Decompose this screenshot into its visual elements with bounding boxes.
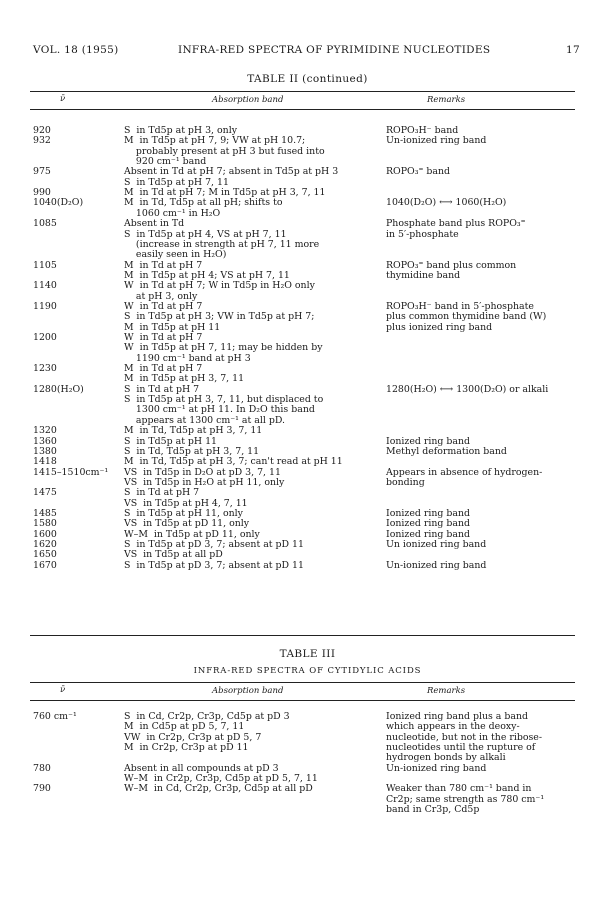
table2-cell-band: M in Td at pH 7; M in Td5p at pH 3, 7, 11 [124, 187, 326, 199]
table3-cell-remarks: Un-ionized ring band [386, 762, 487, 774]
table2-cell-band: W in Td at pH 7 [124, 332, 203, 343]
table2-cell-band: W in Td5p at pH 7, 11; may be hidden by [124, 342, 323, 354]
table3-cell-remarks: Weaker than 780 cm⁻¹ band in [386, 783, 532, 795]
table2-cell-remarks: Appears in absence of hydrogen- [386, 466, 543, 478]
table2-cell-remarks: plus ionized ring band [386, 321, 493, 333]
table2-cell-band: M in Td5p at pH 11 [124, 321, 221, 333]
table2-cell-band: S in Td5p at pH 4, VS at pH 7, 11 [124, 228, 287, 240]
table3-cell-remarks: Cr2p; same strength as 780 cm⁻¹ [386, 793, 545, 805]
table2-cell-band: M in Td5p at pH 7, 9; VW at pH 10.7; [124, 135, 306, 147]
table2-cell-band: VS in Td5p at all pD [124, 549, 223, 561]
table2-cell-remarks: Ionized ring band [386, 435, 470, 447]
table3-cell-band: S in Cd, Cr2p, Cr3p, Cd5p at pD 3 [124, 711, 290, 722]
table2-cell-remarks: Ionized ring band [386, 507, 470, 519]
table3-cell-nu: 780 [33, 762, 51, 774]
table2-cell-band: M in Td5p at pH 3, 7, 11 [124, 373, 245, 385]
table2-cell-band: easily seen in H₂O) [124, 249, 227, 261]
table2-cell-band: (increase in strength at pH 7, 11 more [124, 238, 320, 250]
table2-cell-nu: 1600 [33, 528, 57, 540]
table3-cell-remarks: Ionized ring band plus a band [386, 711, 528, 722]
table3-top-rule [30, 682, 575, 683]
table2-cell-remarks: ROPO₃H⁻ band in 5′-phosphate [386, 300, 534, 312]
table2-cell-band: VS in Td5p at pD 11, only [124, 518, 250, 530]
table2-cell-band: M in Td at pH 7 [124, 363, 203, 375]
table2-cell-band: S in Td5p at pH 3; VW in Td5p at pH 7; [124, 311, 315, 323]
table2-cell-remarks: Phosphate band plus ROPO₃⁼ [386, 218, 526, 230]
table2-cell-remarks: Un ionized ring band [386, 539, 487, 550]
table2-cell-nu: 1360 [33, 435, 57, 447]
table2-header-nu: ν̄ [60, 94, 66, 104]
table2-cell-nu: 1140 [33, 280, 57, 292]
table2-cell-band: W–M in Td5p at pD 11, only [124, 528, 260, 540]
table2-cell-band: 1190 cm⁻¹ band at pH 3 [124, 352, 251, 364]
table2-cell-nu: 1485 [33, 507, 57, 519]
table2-cell-band: S in Td5p at pH 3, 7, 11, but displaced to [124, 394, 324, 406]
table2-cell-remarks: Un-ionized ring band [386, 135, 487, 147]
table3-subtitle: INFRA-RED SPECTRA OF CYTIDYLIC ACIDS [193, 666, 422, 676]
table2-title: TABLE II (continued) [247, 73, 368, 85]
table2-header-remarks: Remarks [427, 95, 466, 105]
table2-cell-band: 920 cm⁻¹ band [124, 156, 207, 168]
table3-cell-band: M in Cd5p at pD 5, 7, 11 [124, 721, 245, 733]
table3-cell-nu: 790 [33, 783, 51, 795]
table2-cell-nu: 1105 [33, 259, 57, 271]
table2-cell-band: S in Td at pH 7 [124, 383, 200, 395]
table3-title: TABLE III [279, 648, 336, 660]
table3-cell-band: Absent in all compounds at pD 3 [124, 762, 279, 774]
table2-cell-nu: 1620 [33, 539, 57, 550]
table3-header-remarks: Remarks [427, 686, 466, 696]
table2-cell-band: Absent in Td [124, 218, 185, 230]
table2-cell-nu: 1650 [33, 549, 57, 561]
table2-cell-nu: 990 [33, 187, 51, 199]
table2-cell-band: W in Td at pH 7 [124, 300, 203, 312]
table2-cell-nu: 1190 [33, 300, 57, 312]
table2-cell-band: M in Td at pH 7 [124, 259, 203, 271]
table2-cell-remarks: thymidine band [386, 269, 461, 281]
table2-cell-remarks: Ionized ring band [386, 518, 470, 530]
table2-cell-band: S in Td5p at pD 3, 7; absent at pD 11 [124, 559, 304, 571]
table2-top-rule [30, 91, 575, 92]
table2-cell-band: S in Td at pH 7 [124, 487, 200, 499]
table2-cell-band: M in Td5p at pH 4; VS at pH 7, 11 [124, 269, 290, 281]
table2-cell-nu: 1580 [33, 518, 57, 530]
table2-cell-band: S in Td, Td5p at pH 3, 7, 11 [124, 445, 260, 457]
table2-bottom-rule [30, 635, 575, 636]
table2-cell-remarks: 1040(D₂O) ⟷ 1060(H₂O) [386, 197, 507, 209]
table2-cell-remarks: 1280(H₂O) ⟷ 1300(D₂O) or alkali [386, 383, 549, 395]
table2-cell-nu: 920 [33, 125, 51, 136]
table2-cell-nu: 1475 [33, 487, 57, 499]
table2-cell-remarks: Un-ionized ring band [386, 559, 487, 571]
table2-cell-band: probably present at pH 3 but fused into [124, 145, 325, 157]
running-title: INFRA-RED SPECTRA OF PYRIMIDINE NUCLEOTIDES [178, 44, 491, 56]
table3-cell-remarks: which appears in the deoxy- [386, 721, 520, 733]
table2-header-band: Absorption band [212, 95, 284, 105]
table2-cell-band: at pH 3, only [124, 290, 198, 302]
table2-cell-remarks: ROPO₃⁼ band [386, 166, 451, 178]
table2-cell-band: VS in Td5p at pH 4, 7, 11 [124, 497, 248, 509]
table2-cell-remarks: plus common thymidine band (W) [386, 311, 547, 323]
table2-cell-nu: 1085 [33, 218, 57, 230]
table2-cell-nu: 1200 [33, 332, 57, 343]
table2-cell-band: M in Td, Td5p at pH 3, 7, 11 [124, 425, 263, 437]
table3-cell-remarks: band in Cr3p, Cd5p [386, 804, 480, 816]
table2-cell-band: M in Td, Td5p at all pH; shifts to [124, 197, 283, 209]
table3-cell-remarks: hydrogen bonds by alkali [386, 752, 506, 764]
table2-header-rule [30, 109, 575, 110]
table2-cell-remarks: Ionized ring band [386, 528, 470, 540]
table3-cell-band: VW in Cr2p, Cr3p at pD 5, 7 [124, 731, 262, 743]
table2-cell-nu: 1415–1510cm⁻¹ [33, 466, 109, 478]
table2-cell-remarks: Methyl deformation band [386, 445, 507, 457]
table3-cell-band: W–M in Cr2p, Cr3p, Cd5p at pD 5, 7, 11 [124, 773, 318, 785]
table2-cell-band: 1060 cm⁻¹ in H₂O [124, 207, 221, 219]
table2-cell-band: appears at 1300 cm⁻¹ at all pD. [124, 414, 285, 426]
table2-cell-remarks: bonding [386, 476, 425, 488]
table2-cell-band: Absent in Td at pH 7; absent in Td5p at pH 3 [124, 166, 339, 178]
volume-label: VOL. 18 (1955) [33, 44, 119, 56]
table2-cell-remarks: ROPO₃⁼ band plus common [386, 259, 517, 271]
table3-cell-remarks: nucleotide, but not in the ribose- [386, 731, 543, 743]
table2-cell-remarks: ROPO₃H⁻ band [386, 125, 459, 136]
table2-cell-band: S in Td5p at pH 11 [124, 435, 218, 447]
table2-cell-band: VS in Td5p in D₂O at pD 3, 7, 11 [124, 466, 281, 478]
table3-header-rule [30, 700, 575, 701]
table2-cell-nu: 932 [33, 135, 51, 147]
table2-cell-nu: 1320 [33, 425, 57, 437]
table2-cell-remarks: in 5′-phosphate [386, 228, 459, 240]
page-number: 17 [566, 44, 580, 56]
table3-cell-remarks: nucleotides until the rupture of [386, 742, 536, 754]
table2-cell-band: M in Td, Td5p at pH 3, 7; can't read at pH 11 [124, 456, 343, 468]
table3-header-band: Absorption band [212, 686, 284, 696]
table3-header-nu: ν̄ [60, 685, 66, 695]
table2-cell-nu: 1040(D₂O) [33, 197, 84, 209]
table2-cell-nu: 975 [33, 166, 51, 178]
table2-cell-band: VS in Td5p in H₂O at pH 11, only [124, 476, 285, 488]
table2-cell-nu: 1670 [33, 559, 57, 571]
table2-cell-band: S in Td5p at pH 3, only [124, 125, 237, 136]
table2-cell-band: 1300 cm⁻¹ at pH 11. In D₂O this band [124, 404, 315, 416]
table2-cell-band: S in Td5p at pH 11, only [124, 507, 243, 519]
table3-cell-band: M in Cr2p, Cr3p at pD 11 [124, 742, 249, 754]
table3-cell-nu: 760 cm⁻¹ [33, 711, 77, 722]
table2-cell-band: W in Td at pH 7; W in Td5p in H₂O only [124, 280, 315, 292]
table2-cell-band: S in Td5p at pD 3, 7; absent at pD 11 [124, 539, 304, 550]
table2-cell-nu: 1380 [33, 445, 57, 457]
table3-cell-band: W–M in Cd, Cr2p, Cr3p, Cd5p at all pD [124, 783, 313, 795]
table2-cell-nu: 1280(H₂O) [33, 383, 84, 395]
table2-cell-nu: 1230 [33, 363, 57, 375]
table2-cell-band: S in Td5p at pH 7, 11 [124, 176, 229, 188]
table2-cell-nu: 1418 [33, 456, 57, 468]
